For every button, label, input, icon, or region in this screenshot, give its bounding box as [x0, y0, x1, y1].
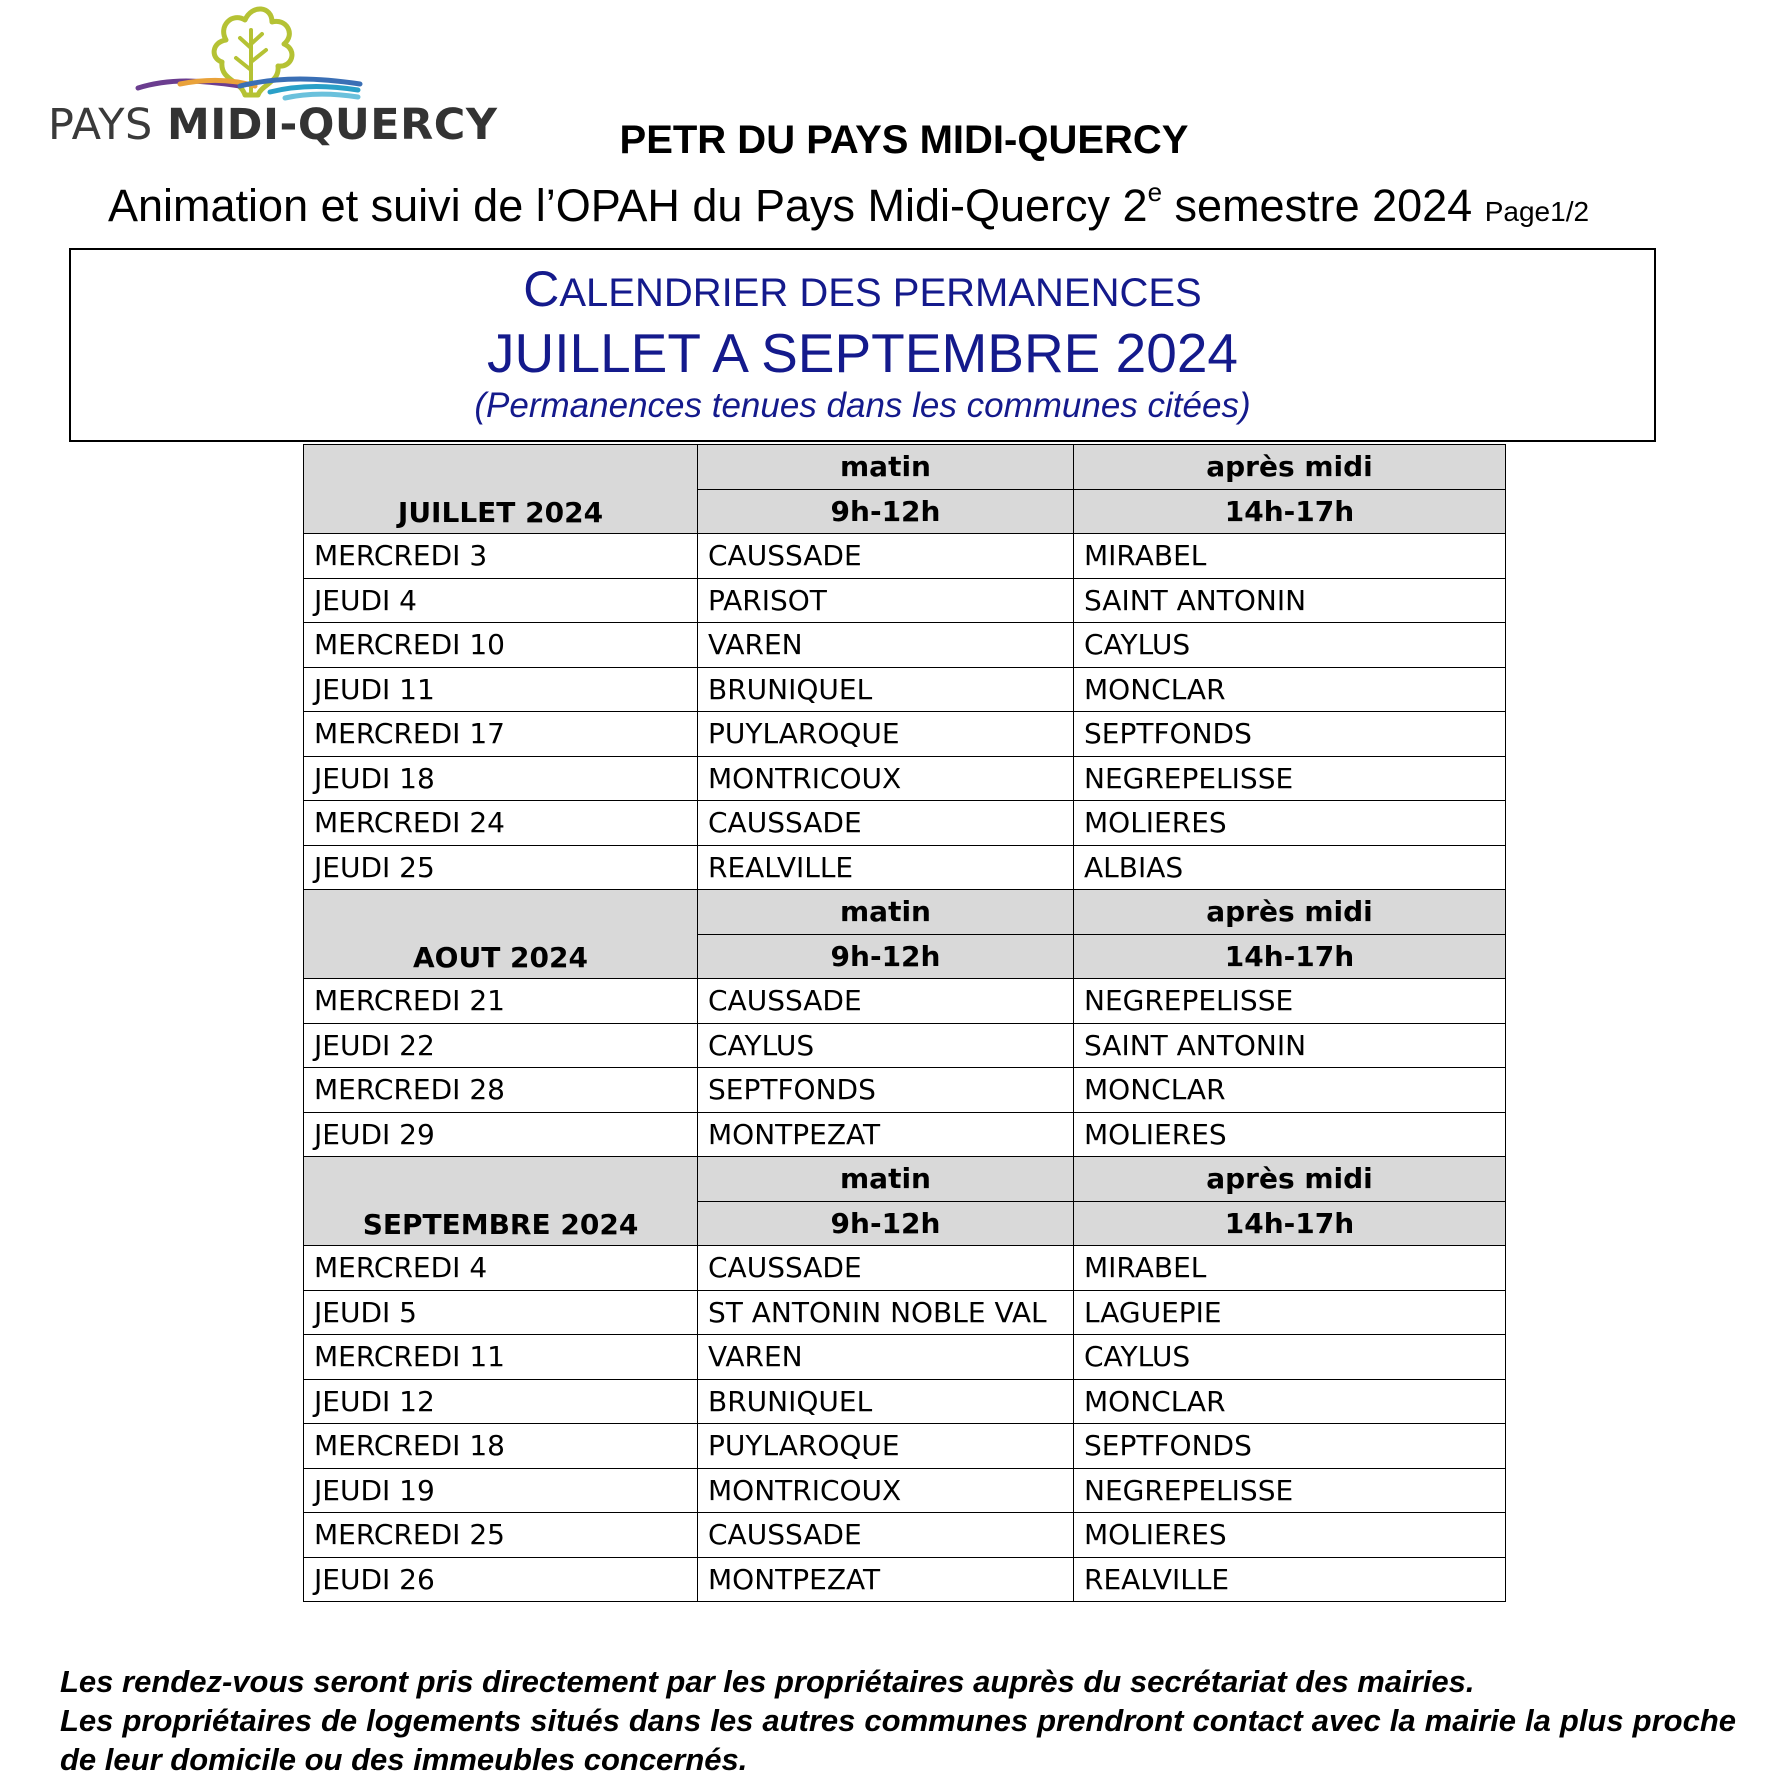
table-row — [304, 667, 1506, 712]
day-cell: MERCREDI 10 — [304, 623, 698, 668]
day-cell: JEUDI 25 — [304, 845, 698, 890]
morning-commune-cell: SEPTFONDS — [698, 1068, 1074, 1113]
afternoon-commune-cell: ALBIAS — [1074, 845, 1506, 890]
month-header-row — [304, 445, 1506, 490]
day-cell: JEUDI 5 — [304, 1290, 698, 1335]
table-row — [304, 712, 1506, 757]
page-number: Page1/2 — [1484, 196, 1590, 227]
afternoon-commune-cell: LAGUEPIE — [1074, 1290, 1506, 1335]
morning-commune-cell: CAYLUS — [698, 1023, 1074, 1068]
morning-commune-cell: CAUSSADE — [698, 801, 1074, 846]
day-cell: MERCREDI 4 — [304, 1246, 698, 1291]
morning-commune-cell: MONTPEZAT — [698, 1557, 1074, 1602]
table-row — [304, 801, 1506, 846]
afternoon-commune-cell: SEPTFONDS — [1074, 1424, 1506, 1469]
morning-commune-cell: VAREN — [698, 1335, 1074, 1380]
table-row — [304, 1335, 1506, 1380]
afternoon-commune-cell: NEGREPELISSE — [1074, 1468, 1506, 1513]
month-name-cell: SEPTEMBRE 2024 — [304, 1157, 698, 1246]
afternoon-hours-cell: 14h-17h — [1074, 934, 1506, 979]
morning-commune-cell: MONTPEZAT — [698, 1112, 1074, 1157]
subtitle-superscript: e — [1147, 177, 1163, 207]
day-cell: MERCREDI 11 — [304, 1335, 698, 1380]
morning-commune-cell: PUYLAROQUE — [698, 1424, 1074, 1469]
day-cell: MERCREDI 24 — [304, 801, 698, 846]
morning-commune-cell: CAUSSADE — [698, 1246, 1074, 1291]
banner-title-initial: C — [523, 261, 560, 317]
afternoon-commune-cell: MONCLAR — [1074, 667, 1506, 712]
afternoon-commune-cell: SAINT ANTONIN — [1074, 1023, 1506, 1068]
afternoon-commune-cell: REALVILLE — [1074, 1557, 1506, 1602]
day-cell: JEUDI 29 — [304, 1112, 698, 1157]
afternoon-commune-cell: MIRABEL — [1074, 534, 1506, 579]
logo-text-light: PAYS — [48, 100, 167, 150]
table-row — [304, 1112, 1506, 1157]
morning-commune-cell: MONTRICOUX — [698, 756, 1074, 801]
afternoon-commune-cell: MOLIERES — [1074, 1112, 1506, 1157]
table-row — [304, 1023, 1506, 1068]
banner-title — [71, 262, 1654, 320]
month-header-row — [304, 1157, 1506, 1202]
table-row — [304, 979, 1506, 1024]
table-row — [304, 756, 1506, 801]
footer-note-appointments: Les rendez-vous seront pris directement par les propriétaires auprès du secrétariat des mairies. — [60, 1664, 1475, 1699]
permanences-schedule-table — [303, 444, 1506, 1602]
morning-label-cell: matin — [698, 890, 1074, 935]
banner-note: (Permanences tenues dans les communes citées) — [474, 386, 1251, 425]
organization-title: PETR DU PAYS MIDI-QUERCY — [619, 118, 1189, 162]
document-subtitle — [108, 177, 1590, 232]
morning-hours-cell: 9h-12h — [698, 489, 1074, 534]
day-cell: JEUDI 18 — [304, 756, 698, 801]
afternoon-label-cell: après midi — [1074, 1157, 1506, 1202]
afternoon-commune-cell: SAINT ANTONIN — [1074, 578, 1506, 623]
day-cell: MERCREDI 17 — [304, 712, 698, 757]
day-cell: JEUDI 11 — [304, 667, 698, 712]
afternoon-commune-cell: NEGREPELISSE — [1074, 979, 1506, 1024]
afternoon-hours-cell: 14h-17h — [1074, 1201, 1506, 1246]
morning-commune-cell: PARISOT — [698, 578, 1074, 623]
table-row — [304, 845, 1506, 890]
afternoon-label-cell: après midi — [1074, 890, 1506, 935]
morning-commune-cell: CAUSSADE — [698, 979, 1074, 1024]
afternoon-commune-cell: MONCLAR — [1074, 1068, 1506, 1113]
afternoon-label-cell: après midi — [1074, 445, 1506, 490]
afternoon-commune-cell: MOLIERES — [1074, 801, 1506, 846]
morning-commune-cell: MONTRICOUX — [698, 1468, 1074, 1513]
day-cell: JEUDI 12 — [304, 1379, 698, 1424]
day-cell: JEUDI 26 — [304, 1557, 698, 1602]
day-cell: JEUDI 19 — [304, 1468, 698, 1513]
day-cell: MERCREDI 3 — [304, 534, 698, 579]
logo-text-strong: MIDI-QUERCY — [167, 100, 498, 150]
afternoon-commune-cell: CAYLUS — [1074, 1335, 1506, 1380]
afternoon-commune-cell: MOLIERES — [1074, 1513, 1506, 1558]
banner-title-rest: ALENDRIER DES PERMANENCES — [559, 271, 1202, 315]
morning-hours-cell: 9h-12h — [698, 934, 1074, 979]
afternoon-commune-cell: NEGREPELISSE — [1074, 756, 1506, 801]
table-row — [304, 1068, 1506, 1113]
afternoon-commune-cell: MONCLAR — [1074, 1379, 1506, 1424]
footer-note-other-communes: Les propriétaires de logements situés dans les autres communes prendront contact avec la mairie la plus proche de leur domicile ou des immeubles concernés. — [60, 1703, 1736, 1777]
afternoon-hours-cell: 14h-17h — [1074, 489, 1506, 534]
morning-commune-cell: CAUSSADE — [698, 1513, 1074, 1558]
month-header-row — [304, 890, 1506, 935]
table-row — [304, 1424, 1506, 1469]
table-row — [304, 1290, 1506, 1335]
morning-commune-cell: BRUNIQUEL — [698, 667, 1074, 712]
banner-period: JUILLET A SEPTEMBRE 2024 — [486, 322, 1238, 384]
table-row — [304, 1468, 1506, 1513]
morning-commune-cell: ST ANTONIN NOBLE VAL — [698, 1290, 1074, 1335]
day-cell: JEUDI 4 — [304, 578, 698, 623]
month-name-cell: JUILLET 2024 — [304, 445, 698, 534]
afternoon-commune-cell: MIRABEL — [1074, 1246, 1506, 1291]
morning-commune-cell: PUYLAROQUE — [698, 712, 1074, 757]
morning-commune-cell: BRUNIQUEL — [698, 1379, 1074, 1424]
day-cell: MERCREDI 21 — [304, 979, 698, 1024]
subtitle-end: semestre 2024 — [1162, 180, 1473, 231]
footer-notes — [60, 1662, 1736, 1779]
month-name-cell: AOUT 2024 — [304, 890, 698, 979]
subtitle-main: Animation et suivi de l’OPAH du Pays Midi-Quercy 2 — [108, 180, 1148, 231]
table-row — [304, 1246, 1506, 1291]
table-row — [304, 1379, 1506, 1424]
schedule-body — [304, 445, 1506, 1602]
morning-commune-cell: REALVILLE — [698, 845, 1074, 890]
table-row — [304, 623, 1506, 668]
morning-label-cell: matin — [698, 445, 1074, 490]
day-cell: MERCREDI 28 — [304, 1068, 698, 1113]
table-row — [304, 578, 1506, 623]
table-row — [304, 1557, 1506, 1602]
afternoon-commune-cell: CAYLUS — [1074, 623, 1506, 668]
table-row — [304, 1513, 1506, 1558]
table-row — [304, 534, 1506, 579]
afternoon-commune-cell: SEPTFONDS — [1074, 712, 1506, 757]
day-cell: JEUDI 22 — [304, 1023, 698, 1068]
morning-commune-cell: CAUSSADE — [698, 534, 1074, 579]
morning-commune-cell: VAREN — [698, 623, 1074, 668]
day-cell: MERCREDI 25 — [304, 1513, 698, 1558]
day-cell: MERCREDI 18 — [304, 1424, 698, 1469]
morning-hours-cell: 9h-12h — [698, 1201, 1074, 1246]
morning-label-cell: matin — [698, 1157, 1074, 1202]
calendar-banner — [69, 248, 1656, 442]
